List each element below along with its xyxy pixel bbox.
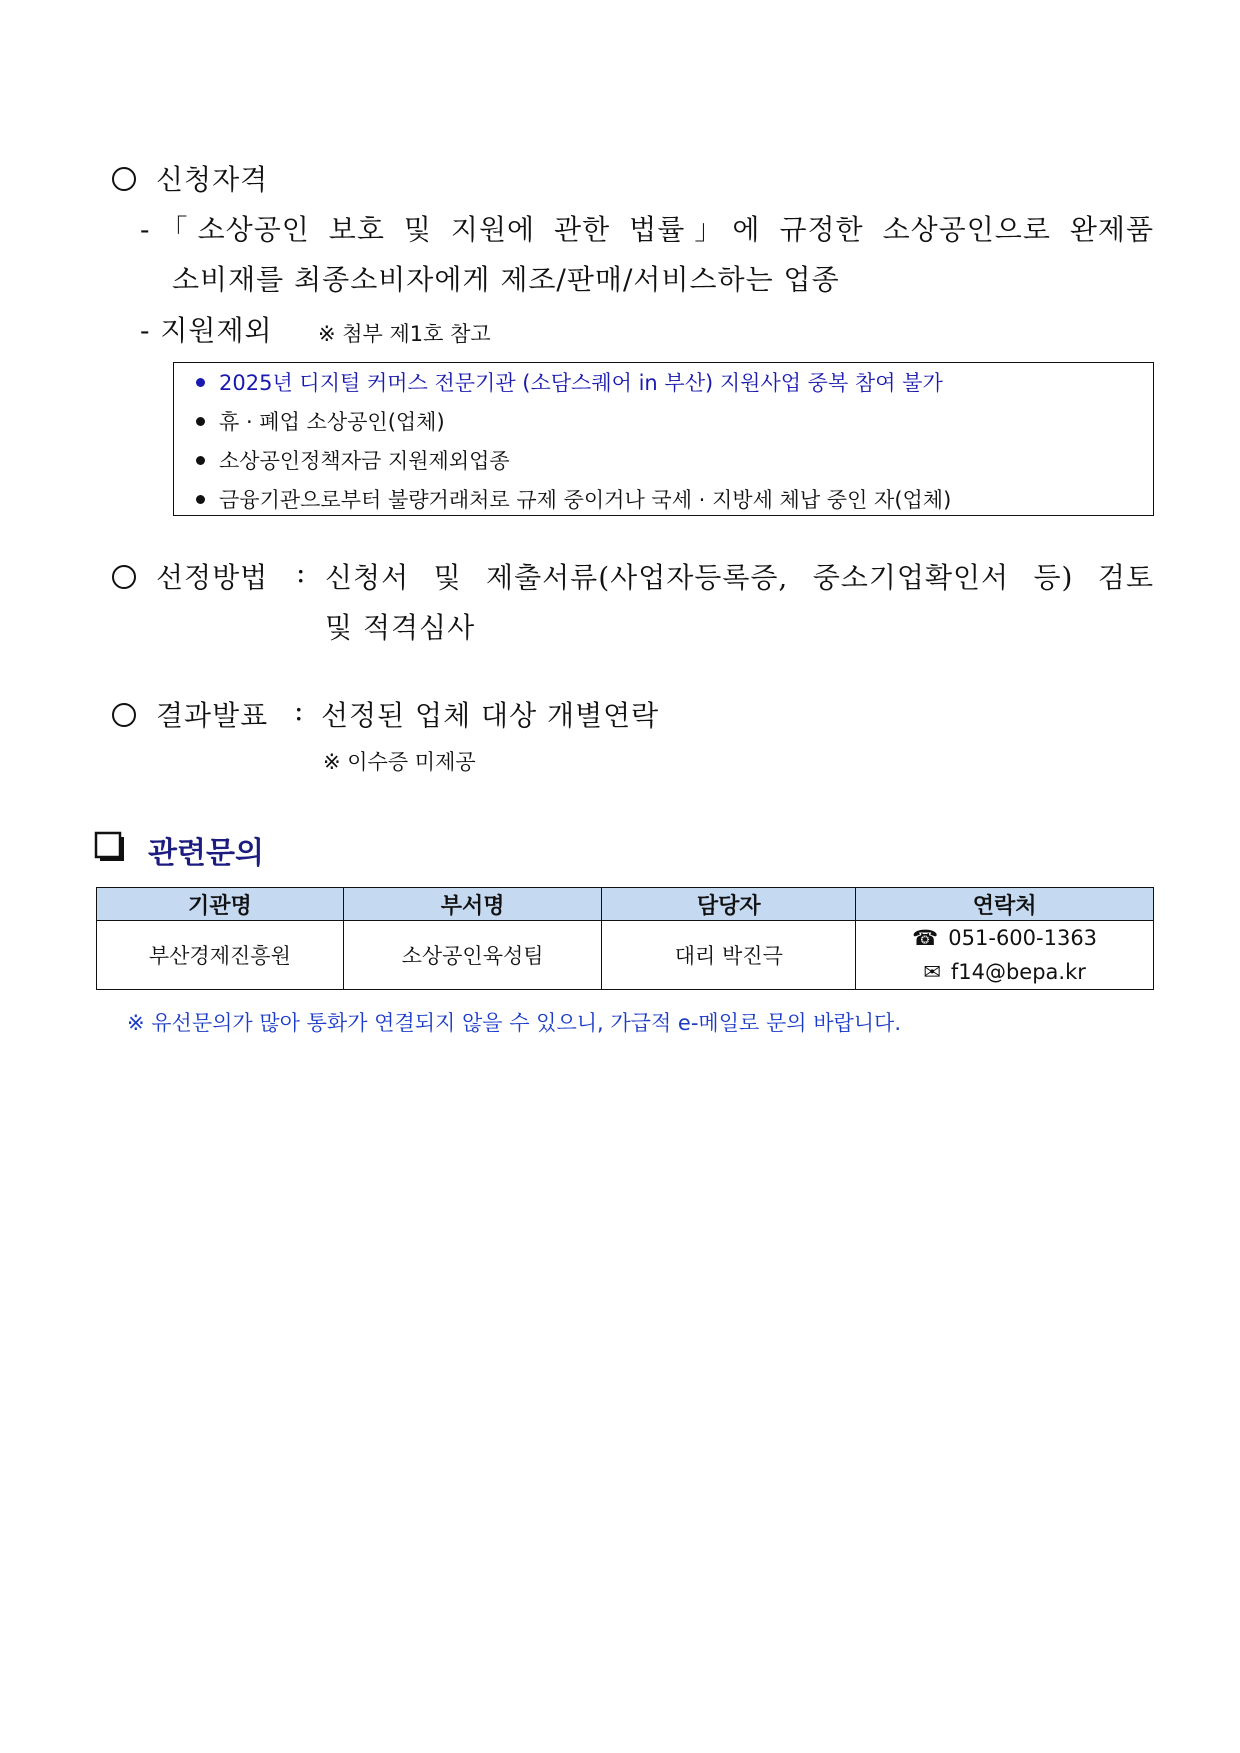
person-cell: 대리 박진극 <box>602 921 856 990</box>
selection-colon: : <box>296 556 307 589</box>
bullet-dot-icon <box>196 417 205 426</box>
contact-table <box>96 887 1154 990</box>
column-header-dept: 부서명 <box>343 888 602 921</box>
email-link[interactable]: f14@bepa.kr <box>950 960 1086 984</box>
circle-bullet-icon <box>112 167 136 191</box>
bullet-dot-icon <box>196 456 205 465</box>
column-header-contact: 연락처 <box>856 888 1154 921</box>
exclusion-text: 휴 · 폐업 소상공인(업체) <box>219 410 445 434</box>
exclusion-text: 2025년 디지털 커머스 전문기관 (소담스퀘어 in 부산) 지원사업 중복 참여 불가 <box>219 371 943 395</box>
exclusion-item <box>196 406 445 436</box>
selection-line2: 및 적격심사 <box>325 611 476 644</box>
exclusion-item <box>196 445 510 475</box>
selection-title: 선정방법 <box>156 561 269 594</box>
exclusion-text: 금융기관으로부터 불량거래처로 규제 중이거나 국세 · 지방세 체납 중인 자(업체) <box>219 488 952 512</box>
results-colon: : <box>294 694 305 727</box>
eligibility-item2-label: - 지원제외 <box>140 314 273 347</box>
exclusion-item <box>196 484 951 514</box>
results-title: 결과발표 <box>156 699 269 732</box>
eligibility-item1-line1: -「소상공인 보호 및 지원에 관한 법률」에 규정한 소상공인으로 완제품 <box>140 213 1154 246</box>
selection-heading <box>112 556 268 596</box>
eligibility-item2-note: ※ 첨부 제1호 참고 <box>318 322 491 346</box>
phone-number[interactable]: 051-600-1363 <box>948 926 1098 950</box>
exclusion-box <box>173 362 1154 516</box>
contact-cell <box>856 921 1154 990</box>
eligibility-title: 신청자격 <box>156 163 269 196</box>
inquiry-heading: 관련문의 <box>148 836 264 871</box>
circle-bullet-icon <box>112 565 136 589</box>
mail-icon: ✉ <box>923 960 941 984</box>
inquiry-footnote: ※ 유선문의가 많아 통화가 연결되지 않을 수 있으니, 가급적 e-메일로 문의 바랍니다. <box>127 1011 902 1035</box>
exclusion-text: 소상공인정책자금 지원제외업종 <box>219 449 510 473</box>
checkbox-square-icon <box>94 831 126 863</box>
results-text: 선정된 업체 대상 개별연락 <box>321 699 660 732</box>
dept-cell: 소상공인육성팀 <box>343 921 602 990</box>
eligibility-item1-line2: 소비재를 최종소비자에게 제조/판매/서비스하는 업종 <box>172 263 840 296</box>
phone-icon: ☎ <box>912 926 939 950</box>
circle-bullet-icon <box>112 703 136 727</box>
phone-line <box>856 921 1153 955</box>
column-header-person: 담당자 <box>602 888 856 921</box>
table-row <box>97 921 1154 990</box>
selection-line1: 신청서 및 제출서류(사업자등록증, 중소기업확인서 등) 검토 <box>325 561 1154 594</box>
column-header-org: 기관명 <box>97 888 344 921</box>
contact-table-header-row <box>97 888 1154 921</box>
bullet-dot-icon <box>196 495 205 504</box>
org-cell: 부산경제진흥원 <box>97 921 344 990</box>
bullet-dot-icon <box>196 378 205 387</box>
email-line <box>856 955 1153 989</box>
eligibility-heading <box>112 158 268 198</box>
exclusion-item <box>196 367 943 397</box>
results-heading <box>112 694 268 734</box>
results-note: ※ 이수증 미제공 <box>323 750 476 774</box>
